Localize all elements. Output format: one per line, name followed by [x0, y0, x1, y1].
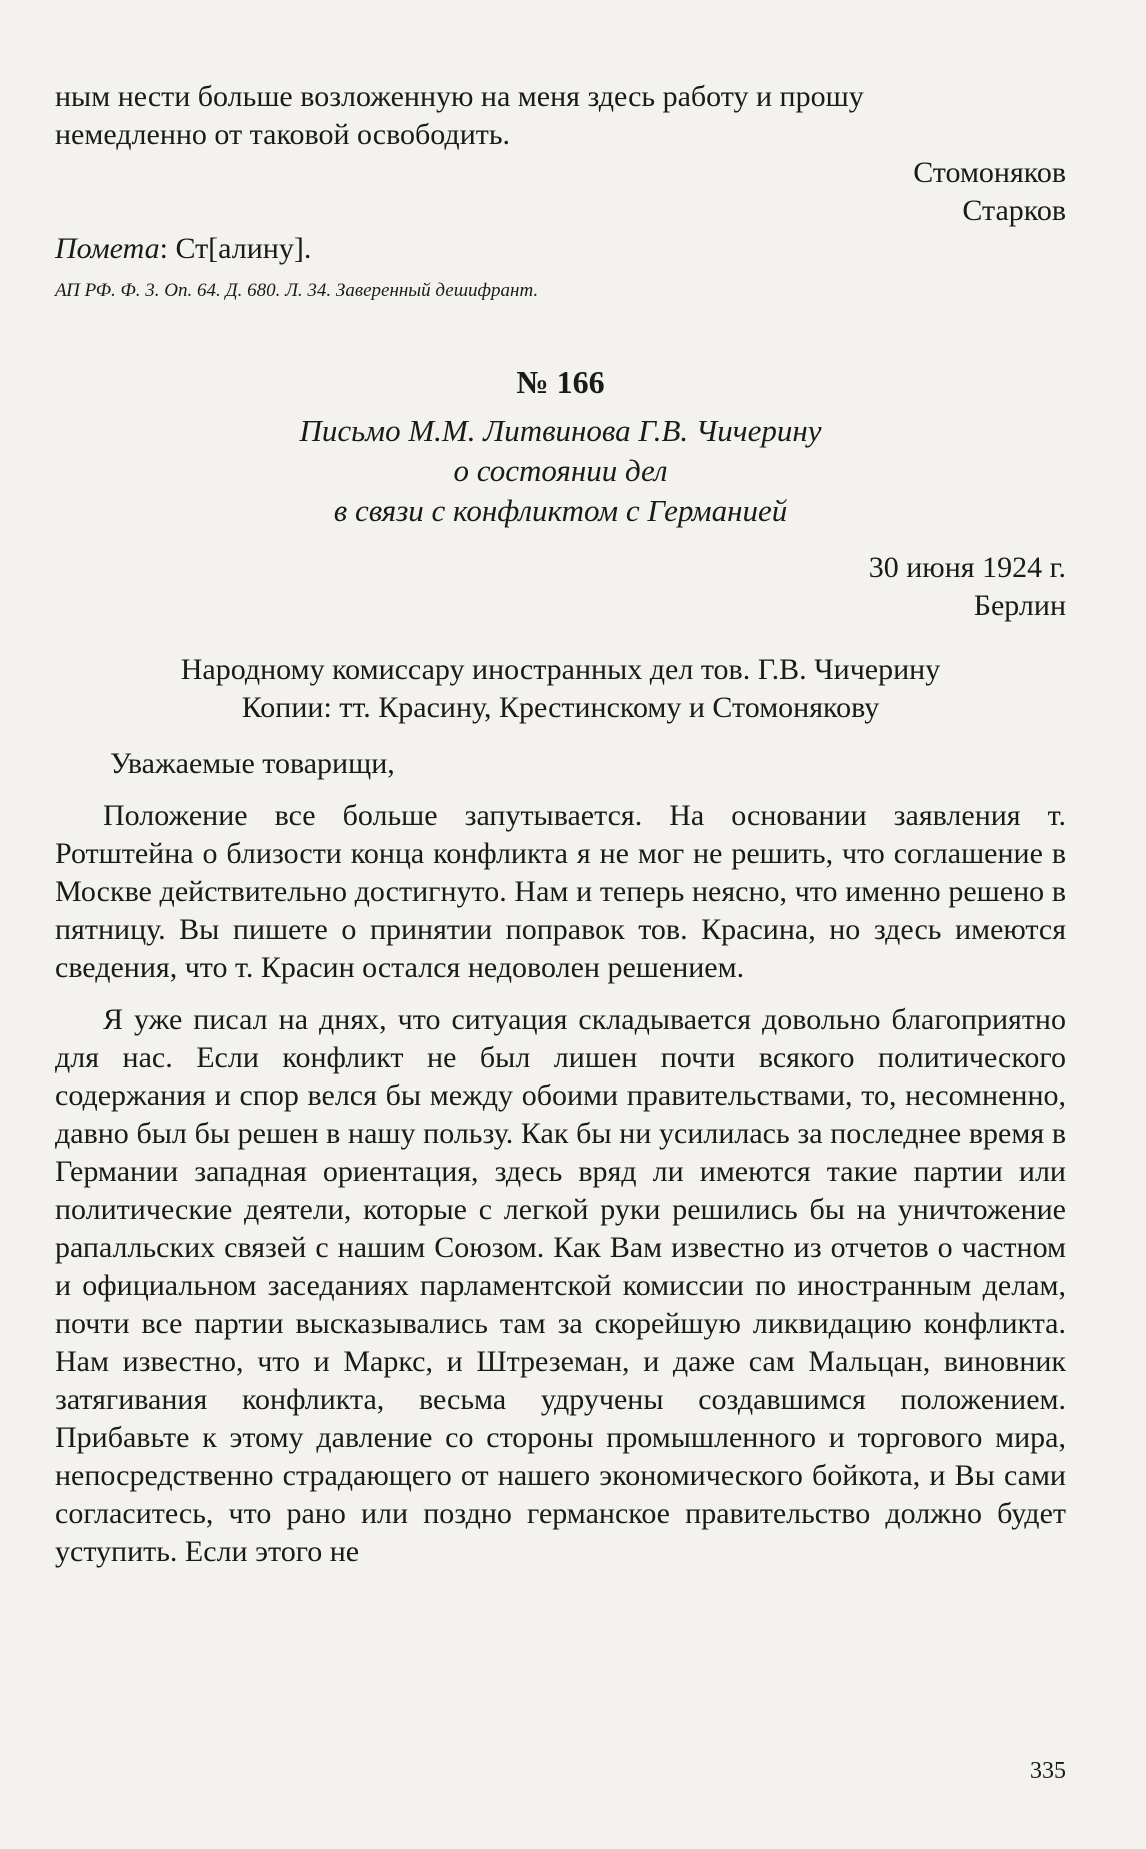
letter-date: 30 июня 1924 г.	[868, 551, 1066, 584]
note-label: Помета	[55, 232, 160, 265]
previous-document-end	[55, 78, 1066, 268]
paragraph: Я уже писал на днях, что ситуация складывается довольно благоприятно для нас. Если конфликт не был лишен почти всякого политического содержания и спор велся бы между обоими правительствами, то, несомненно, давно был бы решен в нашу пользу. Как бы ни усилилась за последнее время в Германии западная ориентация, здесь вряд ли имеются такие партии или политические деятели, которые с легкой руки решились бы на уничтожение рапалльских связей с нашим Союзом. Как Вам известно из отчетов о частном и официальном заседаниях парламентской комиссии по иностранным делам, почти все партии высказывались там за скорейшую ликвидацию конфликта. Нам известно, что и Маркс, и Штреземан, и даже сам Мальцан, виновник затягивания конфликта, весьма удручены создавшимся положением. Прибавьте к этому давление со стороны промышленного и торгового мира, непосредственно страдающего от нашего экономического бойкота, и Вы сами согласитесь, что рано или поздно германское правительство должно будет уступить. Если этого не	[55, 1003, 1066, 1568]
document-title	[55, 411, 1066, 531]
signature-starkov: Старков	[962, 194, 1066, 227]
title-line: Письмо М.М. Литвинова Г.В. Чичерину	[299, 413, 822, 448]
title-line: о состоянии дел	[453, 453, 668, 488]
note-text: : Ст[алину].	[159, 232, 312, 265]
letter	[55, 549, 1066, 1571]
text-line: немедленно от таковой освободить.	[55, 118, 511, 151]
letter-place: Берлин	[973, 589, 1066, 622]
copies-line: Копии: тт. Красину, Крестинскому и Стомонякову	[241, 691, 880, 724]
paragraph: Положение все больше запутывается. На основании заявления т. Ротштейна о близости конца конфликта я не мог не решить, что соглашение в Москве действительно достигнуто. Нам и теперь неясно, что именно решено в пятницу. Вы пишете о принятии поправок тов. Красина, но здесь имеются сведения, что т. Красин остался недоволен решением.	[55, 799, 1066, 984]
salutation: Уважаемые товарищи,	[110, 747, 395, 780]
document-number: № 166	[516, 364, 605, 400]
addressee: Народному комиссару иностранных дел тов. Г.В. Чичерину	[180, 653, 941, 686]
annotation-note	[55, 230, 1066, 268]
text-line: ным нести больше возложенную на меня здесь работу и прошу	[55, 80, 864, 113]
title-line: в связи с конфликтом с Германией	[333, 493, 788, 528]
page-number: 335	[1030, 1758, 1066, 1784]
archive-source: АП РФ. Ф. 3. Оп. 64. Д. 680. Л. 34. Заверенный дешифрант.	[55, 280, 539, 301]
signature-stomonyakov: Стомоняков	[913, 156, 1066, 189]
